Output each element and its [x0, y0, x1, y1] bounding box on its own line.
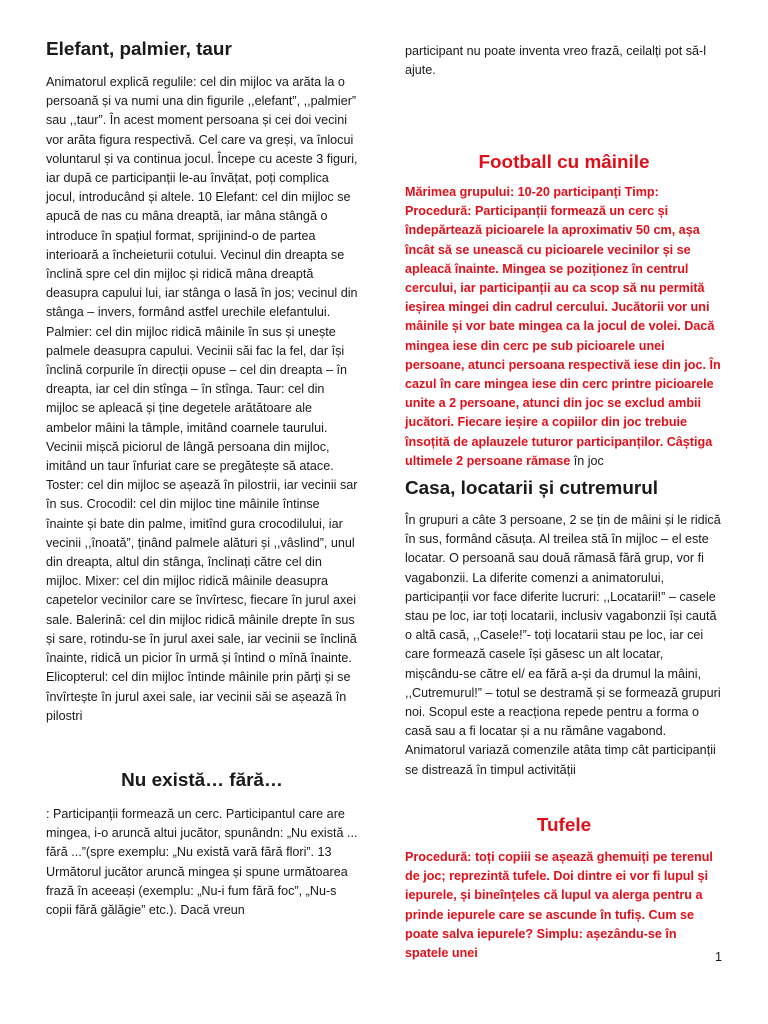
paragraph-nu-exista: : Participanții formează un cerc. Participantul care are mingea, i-o aruncă altui jucător, spunândn: „Nu există ... fără ...”(spre exemplu: „Nu există vară fără flori”. 13 Următorul jucător aruncă mingea și spune următoarea frază în aceeași (exemplu: „Nu-i fum fără foc”, „Nu-s copii fără gălăgie” etc.). Dacă vreun	[46, 807, 358, 918]
football-procedure-text: Mărimea grupului: 10-20 participanți Timp: Procedură: Participanții formează un cerc și îndepărtează picioarele la aproximativ 50 cm, așa încât să se unească cu picioarele vecinilor și se apleacă înainte. Mingea se poziționez în centrul cercului, iar participanții au ca scop să nu permită ieșirea mingei din cadrul cercului. Jucătorii vor uni mâinile și vor bate mingea ca la jocul de volei. Dacă mingea iese din cerc pe sub picioarele unei persoane, atunci persoana respectivă iese din joc. În cazul în care mingea iese din cerc printre picioarele unite a 2 persoane, atunci din joc se exclud ambii jucători. Fiecare ieșire a copiilor din joc trebuie însoțită de aplauzele tuturor participanților. Câștiga ultimele 2 persoane rămase	[405, 185, 721, 468]
heading-elefant-palmier-taur: Elefant, palmier, taur	[46, 39, 232, 60]
paragraph-continuation: participant nu poate inventa vreo frază, ceilalți pot să-l ajute.	[405, 44, 707, 78]
heading-casa-locatarii-cutremurul: Casa, locatarii și cutremurul	[405, 478, 659, 499]
heading-football-cu-mainile: Football cu mâinile	[478, 152, 650, 173]
paragraph-casa-locatarii-cutremurul: În grupuri a câte 3 persoane, 2 se țin de mâini și le ridică în sus, formând căsuța. Al treilea stă în mijloc – el este locatar. O persoană sau două rămasă fără grup, vor fi vagabonzii. La diferite comenzi a animatorului, participanții vor face diferite lucruri: ,,Locatarii!” – casele stau pe loc, iar toți locatarii, inclusiv vagabonzii își caută o altă casă, ,,Casele!”- toți locatarii stau pe loc, iar cei care formează casele își găsesc un alt locatar, mișcându-se către el/ ea fără a-și da drumul la mâini, ,,Cutremurul!” – totul se destramă și se formează grupuri noi. Scopul este a reacționa repede pentru a forma o casă sau a fi locatar și a nu rămâne vagabond. Animatorul variază comenzile atâta timp cât participanții se distrează în timpul activității	[405, 513, 721, 777]
paragraph-elefant-palmier-taur: Animatorul explică regulile: cel din mijloc va arăta la o persoană și va numi una din figurile ,,elefant”, ,,palmier” sau ,,taur”. În acest moment persoana și cei doi vecini vor arăta figura respectivă. Cel care va greși, va înlocui voluntarul și va continua jocul. Începe cu aceste 3 figuri, iar după ce participanții le-au învățat, poți complica jocul, introducând și altele. 10 Elefant: cel din mijloc se apucă de nas cu mâna dreaptă, iar mâna stângă o introduce în spațiul format, sprijinind-o de partea interioară a încheieturii cotului. Vecinul din dreapta se înclină spre cel din mijloc și ridică mâna dreaptă deasupra capului lui, iar stânga o lasă în jos; vecinul din stânga – invers, formând astfel urechile elefantului. Palmier: cel din mijloc ridică mâinile în sus și unește palmele deasupra capului. Vecinii săi fac la fel, dar își înclină corpurile în direcții opuse – cel din dreapta – în dreapta, iar cel din stînga – în stînga. Taur: cel din mijloc se apleacă și ține degetele arătătoare ale ambelor mâini la tâmple, imitând coarnele taurului. Vecinii mișcă piciorul de lângă persoana din mijloc, imitând un taur înfuriat care se pregătește să atace. Toster: cel din mijloc se așează în pilostrii, iar vecinii sar în sus. Crocodil: cel din mijloc tine mâinile întinse înainte și bate din palme, imitînd gura crocodilului, iar vecinii ,,înoată”, ținând palmele alături și ,,vâslind”, unul din dreapta, altul din stânga, înclinați către cel din mijloc. Mixer: cel din mijloc ridică mâinile deasupra capetelor vecinilor care se învîrtesc, fiecare în jurul axei sale. Balerină: cel din mijloc ridică mâinile drepte în sus și sare, rotindu-se în jurul axei sale, iar vecinii se înclină înainte, ridică un picior în urmă și întind o mînă înainte. Elicopterul: cel din mijloc întinde mâinile prin părți și se învîrtește în jurul axei sale, iar vecinii săi se așează în pilostri	[46, 75, 358, 723]
paragraph-tufele: Procedură: toți copiii se așează ghemuiți pe terenul de joc; reprezintă tufele. Doi dintre ei vor fi lupul și iepurele, și bineînțeles că lupul va alerga pentru a prinde iepurele care se ascunde în tufiș. Cum se poate salva iepurele? Simplu: așezându-se în spatele unei	[405, 850, 713, 961]
heading-tufele: Tufele	[536, 815, 592, 836]
paragraph-football-cu-mainile	[405, 183, 723, 471]
heading-nu-exista: Nu există… fără…	[121, 770, 283, 791]
page-number: 1	[714, 950, 722, 964]
football-procedure-tail: în joc	[570, 453, 604, 468]
